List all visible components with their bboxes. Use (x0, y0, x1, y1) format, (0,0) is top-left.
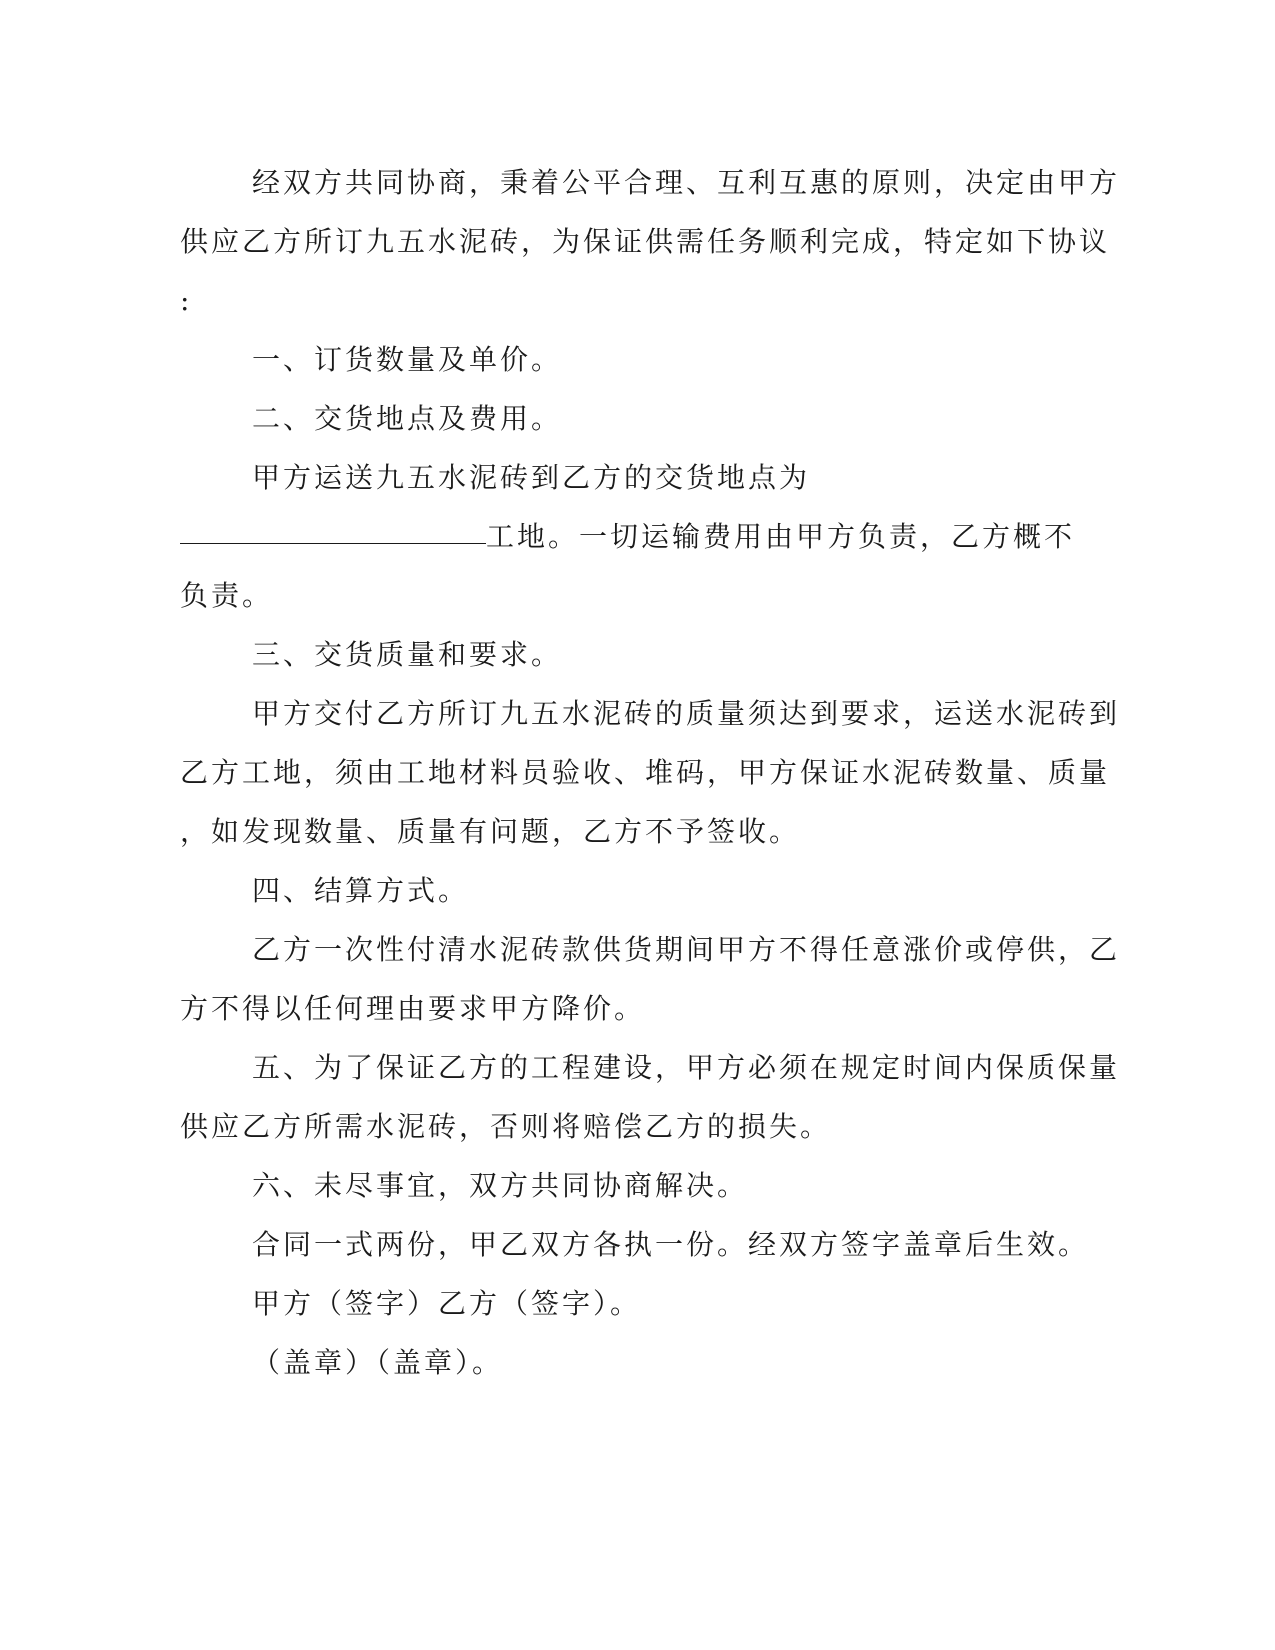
section-3-heading: 三、交货质量和要求。 (252, 638, 563, 671)
section-2-body-line-2 (180, 507, 1080, 566)
section-4-heading: 四、结算方式。 (252, 874, 470, 907)
section-3-body-line-3: ，如发现数量、质量有问题，乙方不予签收。 (180, 815, 801, 848)
section-2-body-line-2-text: 工地。一切运输费用由甲方负责，乙方概不 (486, 520, 1076, 553)
section-6: 六、未尽事宜，双方共同协商解决。 (252, 1169, 749, 1202)
copies-clause: 合同一式两份，甲乙双方各执一份。经双方签字盖章后生效。 (252, 1228, 1090, 1261)
section-4-body-line-1: 乙方一次性付清水泥砖款供货期间甲方不得任意涨价或停供，乙 (252, 933, 1121, 966)
intro-paragraph-line-1: 经双方共同协商，秉着公平合理、互利互惠的原则，决定由甲方 (252, 166, 1121, 199)
intro-paragraph-line-3: : (180, 284, 193, 317)
section-3-body-line-1: 甲方交付乙方所订九五水泥砖的质量须达到要求，运送水泥砖到 (252, 697, 1121, 730)
section-2-body-line-3: 负责。 (180, 579, 274, 612)
section-2-heading: 二、交货地点及费用。 (252, 402, 563, 435)
seal-line: （盖章）（盖章）。 (252, 1346, 504, 1379)
section-1-heading: 一、订货数量及单价。 (252, 343, 563, 376)
section-3-body-line-2: 乙方工地，须由工地材料员验收、堆码，甲方保证水泥砖数量、质量 (180, 756, 1111, 789)
section-5-line-2: 供应乙方所需水泥砖，否则将赔偿乙方的损失。 (180, 1110, 832, 1143)
signature-line: 甲方（签字）乙方（签字）。 (252, 1287, 642, 1320)
section-4-body-line-2: 方不得以任何理由要求甲方降价。 (180, 992, 646, 1025)
intro-paragraph-line-2: 供应乙方所订九五水泥砖，为保证供需任务顺利完成，特定如下协议 (180, 225, 1111, 258)
section-2-body-line-1: 甲方运送九五水泥砖到乙方的交货地点为 (252, 461, 811, 494)
section-5-line-1: 五、为了保证乙方的工程建设，甲方必须在规定时间内保质保量 (252, 1051, 1121, 1084)
delivery-location-blank (180, 507, 486, 544)
contract-page (180, 153, 1121, 1392)
